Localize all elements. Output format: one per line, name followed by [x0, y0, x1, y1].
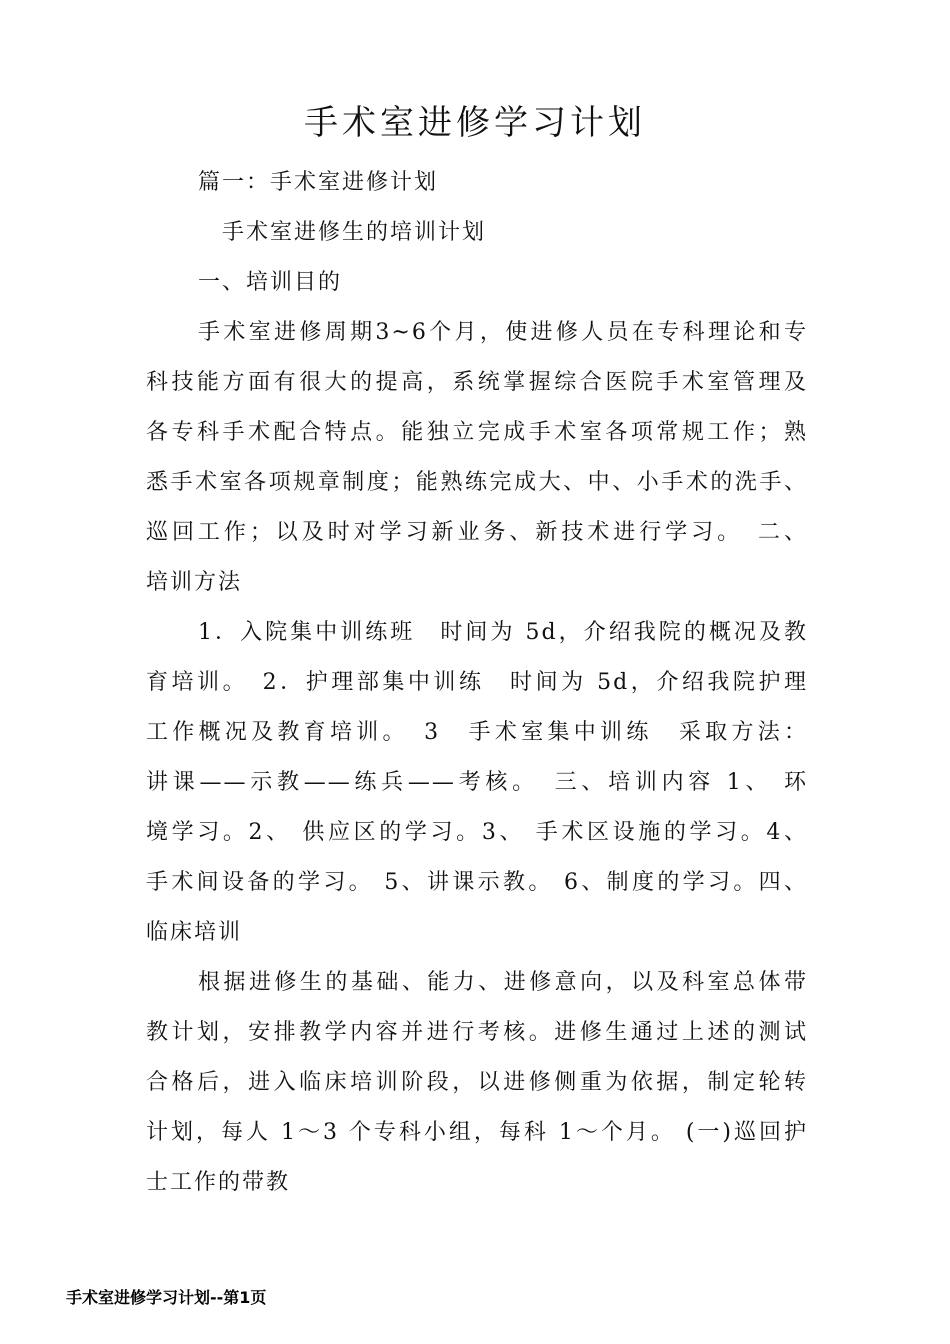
paragraph-line: 手术间设备的学习。 5、讲课示教。 6、制度的学习。四、 — [146, 870, 808, 895]
paragraph-line: 悉手术室各项规章制度；能熟练完成大、中、小手术的洗手、 — [146, 470, 808, 495]
paragraph-line: 教计划，安排教学内容并进行考核。进修生通过上述的测试 — [146, 1020, 808, 1045]
paragraph-line: 手术室进修周期3~6个月，使进修人员在专科理论和专 — [198, 320, 808, 345]
paragraph-line: 科技能方面有很大的提高，系统掌握综合医院手术室管理及 — [146, 370, 808, 395]
paragraph-line: 临床培训 — [146, 920, 243, 945]
heading-training-goal: 一、培训目的 — [198, 270, 343, 295]
subtitle-training-plan: 手术室进修生的培训计划 — [222, 220, 487, 245]
paragraph-line: 合格后，进入临床培训阶段，以进修侧重为依据，制定轮转 — [146, 1070, 808, 1095]
paragraph-line: 1．入院集中训练班 时间为 5d，介绍我院的概况及教 — [198, 620, 808, 645]
paragraph-line: 境学习。2、 供应区的学习。3、 手术区设施的学习。4、 — [146, 820, 808, 845]
document-title: 手术室进修学习计划 — [304, 103, 646, 143]
paragraph-line: 讲课——示教——练兵——考核。 三、培训内容 1、 环 — [146, 770, 808, 795]
paragraph-line: 工作概况及教育培训。 3 手术室集中训练 采取方法： — [146, 720, 808, 745]
paragraph-line: 计划，每人 1～3 个专科小组，每科 1～个月。 (一)巡回护 — [146, 1120, 808, 1145]
section-heading-part-one: 篇一：手术室进修计划 — [198, 170, 439, 195]
paragraph-line: 各专科手术配合特点。能独立完成手术室各项常规工作；熟 — [146, 420, 808, 445]
paragraph-line: 巡回工作；以及时对学习新业务、新技术进行学习。 二、 — [146, 520, 808, 545]
paragraph-line: 培训方法 — [146, 570, 243, 595]
paragraph-line: 根据进修生的基础、能力、进修意向，以及科室总体带 — [198, 970, 808, 995]
paragraph-line: 育培训。 2．护理部集中训练 时间为 5d，介绍我院护理 — [146, 670, 808, 695]
page-footer: 手术室进修学习计划--第1页 — [66, 1288, 267, 1307]
paragraph-line: 士工作的带教 — [146, 1170, 291, 1195]
